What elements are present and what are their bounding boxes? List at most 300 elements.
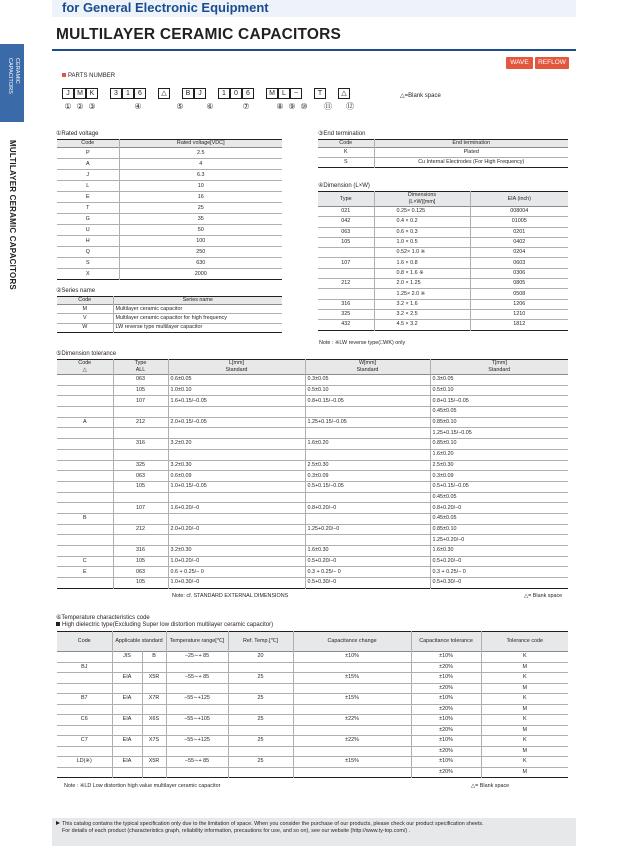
table-cell — [57, 704, 112, 715]
table-cell — [113, 449, 168, 460]
table-cell — [166, 683, 228, 694]
side-section-label: MULTILAYER CERAMIC CAPACITORS — [8, 140, 17, 290]
table-cell — [168, 407, 305, 418]
table-cell: X5R — [142, 673, 166, 684]
table-cell — [57, 460, 113, 471]
footer-line2: For details of each product (characteristics graph, reliability information, precautions for use, and so on), see our website (http://www.ty-top.com/) . — [62, 828, 411, 835]
table-row — [318, 289, 568, 299]
table-row — [57, 736, 568, 747]
col-header: Applicable standard — [112, 632, 166, 652]
table-row — [57, 757, 568, 768]
table-cell: M — [481, 767, 568, 778]
table-row — [318, 237, 568, 247]
parts-position-number: ⑧ — [276, 102, 284, 111]
table-cell: K — [481, 736, 568, 747]
parts-position-number: ⑨ — [288, 102, 296, 111]
table-cell: 0.8+0.20/−0 — [305, 503, 430, 514]
table-cell: −55∼+ 85 — [166, 757, 228, 768]
side-tab-line2: CAPACITORS — [7, 58, 13, 94]
table-row — [57, 567, 568, 578]
table-cell: 0.25× 0.125 — [374, 207, 470, 217]
table-cell: 3.2±0.20 — [168, 439, 305, 450]
table-row — [57, 715, 568, 726]
end-termination-table — [318, 139, 568, 168]
black-square-icon — [56, 622, 60, 626]
dimension-note: Note : ※LW reverse type(□WK) only — [319, 340, 406, 346]
table-cell — [305, 407, 430, 418]
table-cell — [166, 746, 228, 757]
table-cell: A — [82, 419, 87, 426]
table-row — [57, 503, 568, 514]
table-cell: ±10% — [293, 652, 411, 663]
col-header: Ref. Temp.[℃] — [228, 632, 293, 652]
table-cell: X6S — [142, 715, 166, 726]
table-cell: 1.6 × 0.8 — [374, 258, 470, 268]
table-cell: 0.52× 1.0 ※ — [374, 248, 470, 258]
table-cell: LW reverse type multilayer capacitor — [113, 323, 282, 332]
parts-number-box: 1 — [122, 88, 134, 99]
table-cell — [57, 375, 113, 386]
table-cell: 0.45±0.05 — [430, 492, 568, 503]
table-cell — [228, 767, 293, 778]
parts-number-box: B — [182, 88, 194, 99]
table-cell — [166, 662, 228, 673]
table-cell: X — [85, 270, 90, 277]
table-cell: 0.85±0.10 — [430, 524, 568, 535]
table-row — [57, 662, 568, 673]
table-cell: 0.3 + 0.25/− 0 — [430, 567, 568, 578]
footer-line1 — [56, 821, 576, 828]
table-cell: −55∼+ 85 — [166, 673, 228, 684]
table-cell: 212 — [113, 524, 168, 535]
table-cell: 25 — [228, 673, 293, 684]
table-cell: K — [481, 715, 568, 726]
parts-position-number: ⑪ — [324, 102, 332, 111]
parts-blank-note: △=Blank space — [400, 93, 441, 99]
table-cell: EIA — [112, 736, 142, 747]
table-cell: 105 — [341, 239, 351, 246]
table-row — [318, 248, 568, 258]
table-cell: 3.2±0.30 — [168, 546, 305, 557]
col-header: Type — [113, 360, 168, 368]
table-cell: 16 — [119, 192, 282, 203]
footer-text — [56, 821, 576, 835]
col-header: Code — [57, 297, 113, 305]
table-cell: 25 — [119, 203, 282, 214]
table-cell — [113, 492, 168, 503]
table-row — [57, 683, 568, 694]
table-cell — [166, 725, 228, 736]
table-cell: B — [82, 515, 87, 522]
page-title: MULTILAYER CERAMIC CAPACITORS — [56, 26, 342, 43]
table-cell: −55∼+125 — [166, 736, 228, 747]
table-cell: EIA — [112, 673, 142, 684]
table-cell — [112, 746, 142, 757]
table-cell: 1.6±0.30 — [305, 546, 430, 557]
table-row — [57, 439, 568, 450]
table-cell — [142, 767, 166, 778]
reflow-tag: REFLOW — [535, 57, 569, 69]
table-cell: 3.2 × 2.5 — [374, 309, 470, 319]
rated-voltage-title: ①Rated voltage — [56, 131, 99, 137]
parts-position-number: ⑫ — [346, 102, 354, 111]
temperature-table — [57, 631, 568, 778]
col-header: Type — [318, 192, 374, 207]
sub-header: Standard — [305, 367, 430, 375]
table-cell: K — [481, 757, 568, 768]
table-row — [57, 225, 282, 236]
table-cell: ±20% — [411, 746, 481, 757]
table-cell — [57, 746, 112, 757]
table-cell: 1.0 × 0.5 — [374, 237, 470, 247]
col-header: Tolerance code — [481, 632, 568, 652]
table-cell — [57, 481, 113, 492]
table-cell: 105 — [113, 578, 168, 589]
col-header: W[mm] — [305, 360, 430, 368]
table-row — [57, 725, 568, 736]
table-cell — [305, 513, 430, 524]
parts-position-number: ⑩ — [300, 102, 308, 111]
table-cell: 1812 — [470, 320, 568, 330]
table-cell: ±20% — [411, 767, 481, 778]
table-row — [57, 305, 282, 314]
table-cell: 2.5±0.30 — [305, 460, 430, 471]
table-cell: 212 — [113, 417, 168, 428]
table-cell: 6.3 — [119, 170, 282, 181]
table-cell: 1210 — [470, 309, 568, 319]
table-cell — [168, 428, 305, 439]
table-row — [57, 460, 568, 471]
table-cell: 063 — [113, 567, 168, 578]
table-cell: ±10% — [411, 736, 481, 747]
table-row — [318, 148, 568, 158]
table-cell: 0.3 + 0.25/− 0 — [305, 567, 430, 578]
table-cell — [57, 546, 113, 557]
table-cell — [112, 683, 142, 694]
table-cell: Multilayer ceramic capacitor — [113, 305, 282, 314]
table-cell: 212 — [341, 280, 351, 287]
table-cell — [57, 652, 112, 663]
table-row — [57, 396, 568, 407]
table-cell — [228, 725, 293, 736]
table-cell: ±10% — [411, 694, 481, 705]
table-row — [57, 375, 568, 386]
table-cell: 0.5+0.15/−0.05 — [430, 481, 568, 492]
parts-number-box: J — [194, 88, 206, 99]
parts-position-number: ⑤ — [176, 102, 184, 111]
table-cell: 0204 — [470, 248, 568, 258]
table-cell: ±15% — [293, 673, 411, 684]
table-row — [318, 227, 568, 237]
table-cell: 325 — [341, 311, 351, 318]
table-cell: EIA — [112, 694, 142, 705]
table-cell — [112, 662, 142, 673]
end-termination-title: ③End termination — [318, 131, 366, 137]
table-cell: ±20% — [411, 704, 481, 715]
table-cell — [57, 535, 113, 546]
table-row — [57, 767, 568, 778]
table-cell — [318, 289, 374, 299]
table-cell: 0.8+0.15/−0.05 — [305, 396, 430, 407]
table-cell: ±15% — [293, 757, 411, 768]
table-cell: X7R — [142, 694, 166, 705]
table-cell: 1.25+0.15/−0.05 — [430, 428, 568, 439]
table-row — [318, 279, 568, 289]
table-cell: A — [85, 160, 90, 167]
table-cell: X7S — [142, 736, 166, 747]
table-cell — [57, 428, 113, 439]
table-cell — [293, 662, 411, 673]
table-cell: 0603 — [470, 258, 568, 268]
table-cell: 10 — [119, 181, 282, 192]
parts-number-label — [62, 73, 115, 79]
temperature-title: ⑥Temperature characteristics code — [56, 615, 150, 621]
table-cell: 316 — [113, 439, 168, 450]
table-cell: 35 — [119, 214, 282, 225]
table-row — [57, 323, 282, 332]
table-cell — [318, 268, 374, 278]
table-cell — [293, 683, 411, 694]
table-cell: 0.85±0.10 — [430, 439, 568, 450]
parts-number-box: 1 — [218, 88, 230, 99]
table-row — [57, 385, 568, 396]
table-cell: 0.6±0.09 — [168, 471, 305, 482]
table-row — [318, 268, 568, 278]
table-cell — [318, 248, 374, 258]
table-cell: 316 — [113, 546, 168, 557]
table-cell: K — [481, 673, 568, 684]
table-cell: ±10% — [411, 757, 481, 768]
table-cell — [57, 439, 113, 450]
table-cell: V — [82, 314, 87, 321]
table-cell: 1.25× 2.0 ※ — [374, 289, 470, 299]
table-cell: 1.0±0.10 — [168, 385, 305, 396]
table-row — [57, 181, 282, 192]
table-cell: 1.25+0.15/−0.05 — [305, 417, 430, 428]
table-cell — [142, 683, 166, 694]
table-cell: M — [481, 683, 568, 694]
col-header: Capacitance tolerance — [411, 632, 481, 652]
table-cell: 1.6±0.20 — [305, 439, 430, 450]
table-cell: 0.5+0.30/−0 — [430, 578, 568, 589]
table-cell — [113, 535, 168, 546]
table-cell: 105 — [113, 556, 168, 567]
col-header: L[mm] — [168, 360, 305, 368]
temperature-blank-note: △= Blank space — [471, 783, 510, 789]
table-cell — [57, 767, 112, 778]
table-cell — [57, 396, 113, 407]
table-cell: 0.3±0.05 — [430, 375, 568, 386]
col-header: Rated voltage[VDC] — [119, 140, 282, 148]
table-cell: M — [82, 305, 87, 312]
table-row — [57, 746, 568, 757]
table-row — [57, 247, 282, 258]
table-cell: 4.5 × 3.2 — [374, 320, 470, 330]
table-cell: −55∼+105 — [166, 715, 228, 726]
table-cell: EIA — [112, 757, 142, 768]
table-cell: C7 — [80, 737, 88, 744]
table-cell — [168, 535, 305, 546]
table-cell — [228, 683, 293, 694]
col-header: Code — [57, 632, 112, 652]
table-cell: J — [86, 171, 90, 178]
dimension-table — [318, 191, 568, 331]
table-cell — [112, 704, 142, 715]
table-cell — [305, 535, 430, 546]
table-cell — [113, 407, 168, 418]
table-cell: E — [82, 568, 87, 575]
table-cell: 50 — [119, 225, 282, 236]
table-cell — [57, 492, 113, 503]
table-cell: 1.6+0.20/−0 — [168, 503, 305, 514]
table-cell: 1.25+0.20/−0 — [430, 535, 568, 546]
parts-position-number: ④ — [134, 102, 142, 111]
table-cell: 0508 — [470, 289, 568, 299]
table-cell: 250 — [119, 247, 282, 258]
parts-number-box: 0 — [230, 88, 242, 99]
parts-position-number: ① — [64, 102, 72, 111]
lxw-header: (L×W)[mm] — [408, 199, 436, 205]
table-cell: 107 — [341, 259, 351, 266]
table-cell: 1.6+0.15/−0.05 — [168, 396, 305, 407]
table-cell: M — [481, 704, 568, 715]
table-cell — [57, 385, 113, 396]
table-cell — [228, 746, 293, 757]
table-cell: 0.6±0.05 — [168, 375, 305, 386]
dimension-title: ④Dimension (L×W) — [318, 183, 370, 189]
temperature-subtitle — [56, 622, 273, 628]
table-row — [57, 546, 568, 557]
table-cell: P — [85, 149, 90, 156]
table-cell: ±20% — [411, 683, 481, 694]
table-cell — [57, 524, 113, 535]
dimensions-header: Dimensions — [407, 192, 437, 198]
table-cell — [168, 449, 305, 460]
table-cell: 2000 — [119, 269, 282, 280]
table-cell — [57, 578, 113, 589]
parts-number-box: T — [314, 88, 326, 99]
table-cell: ±10% — [411, 715, 481, 726]
table-row — [57, 471, 568, 482]
table-cell: E — [85, 193, 90, 200]
table-cell: 0.45±0.05 — [430, 513, 568, 524]
series-name-title: ②Series name — [56, 288, 96, 294]
table-cell: 1.0+0.15/−0.05 — [168, 481, 305, 492]
table-cell: BJ — [81, 663, 88, 670]
table-cell — [113, 513, 168, 524]
triangle-right-icon — [56, 821, 60, 825]
col-header: End termination — [374, 140, 568, 148]
table-cell: 1.6±0.30 — [430, 546, 568, 557]
parts-number-box: 6 — [242, 88, 254, 99]
table-cell: Multilayer ceramic capacitor for high frequency — [113, 314, 282, 323]
table-cell: 325 — [113, 460, 168, 471]
table-row — [57, 159, 282, 170]
table-cell: 2.5±0.30 — [430, 460, 568, 471]
parts-position-number: ② — [76, 102, 84, 111]
sub-header: ALL — [113, 367, 168, 375]
table-cell — [305, 428, 430, 439]
col-header: Code — [57, 140, 119, 148]
table-cell: 0.3±0.09 — [430, 471, 568, 482]
table-cell: ±20% — [411, 662, 481, 673]
table-cell: ±22% — [293, 736, 411, 747]
parts-number-box: 3 — [110, 88, 122, 99]
table-cell: 0.85±0.10 — [430, 417, 568, 428]
table-row — [57, 704, 568, 715]
table-row — [57, 236, 282, 247]
table-row — [318, 258, 568, 268]
table-row — [318, 320, 568, 330]
table-row — [57, 578, 568, 589]
table-row — [57, 492, 568, 503]
table-row — [57, 556, 568, 567]
table-cell: 063 — [113, 471, 168, 482]
table-cell — [293, 704, 411, 715]
table-row — [57, 258, 282, 269]
table-cell — [142, 746, 166, 757]
red-square-icon — [62, 73, 66, 77]
table-cell — [142, 704, 166, 715]
table-cell: U — [85, 226, 90, 233]
table-cell — [113, 428, 168, 439]
table-cell: 0.5+0.15/−0.05 — [305, 481, 430, 492]
title-divider — [52, 49, 576, 51]
table-cell — [112, 725, 142, 736]
table-cell: 0402 — [470, 237, 568, 247]
table-cell: 1.25+0.20/−0 — [305, 524, 430, 535]
table-cell: 01005 — [470, 217, 568, 227]
table-cell: 063 — [113, 375, 168, 386]
parts-position-number: ⑦ — [242, 102, 250, 111]
table-cell: 0805 — [470, 279, 568, 289]
table-cell: M — [481, 662, 568, 673]
table-cell: ±15% — [293, 694, 411, 705]
tolerance-title: ⑤Dimension tolerance — [56, 351, 117, 357]
table-cell: 25 — [228, 757, 293, 768]
table-cell: 2.0+0.15/−0.05 — [168, 417, 305, 428]
parts-number-box: L — [278, 88, 290, 99]
parts-number-box: K — [86, 88, 98, 99]
table-cell: 105 — [113, 385, 168, 396]
table-cell: 021 — [341, 208, 351, 215]
table-cell: ±10% — [411, 652, 481, 663]
table-cell — [142, 725, 166, 736]
table-cell: 1206 — [470, 299, 568, 309]
table-cell: 0201 — [470, 227, 568, 237]
table-cell: 20 — [228, 652, 293, 663]
table-cell: 105 — [113, 481, 168, 492]
table-cell: X5R — [142, 757, 166, 768]
table-cell — [168, 513, 305, 524]
table-cell: S — [85, 259, 90, 266]
sub-header: Standard — [168, 367, 305, 375]
table-cell: S — [343, 159, 348, 165]
col-header: Temperature range[℃] — [166, 632, 228, 652]
table-cell: −55∼+125 — [166, 694, 228, 705]
table-cell: 0.3±0.09 — [305, 471, 430, 482]
col-header: Series name — [113, 297, 282, 305]
table-cell: 0.3±0.05 — [305, 375, 430, 386]
table-cell: ±20% — [411, 725, 481, 736]
table-cell: L — [86, 182, 90, 189]
table-row — [57, 170, 282, 181]
table-cell: 2.0+0.20/−0 — [168, 524, 305, 535]
table-cell: K — [481, 694, 568, 705]
table-cell — [57, 503, 113, 514]
table-row — [57, 524, 568, 535]
table-cell: 042 — [341, 218, 351, 225]
